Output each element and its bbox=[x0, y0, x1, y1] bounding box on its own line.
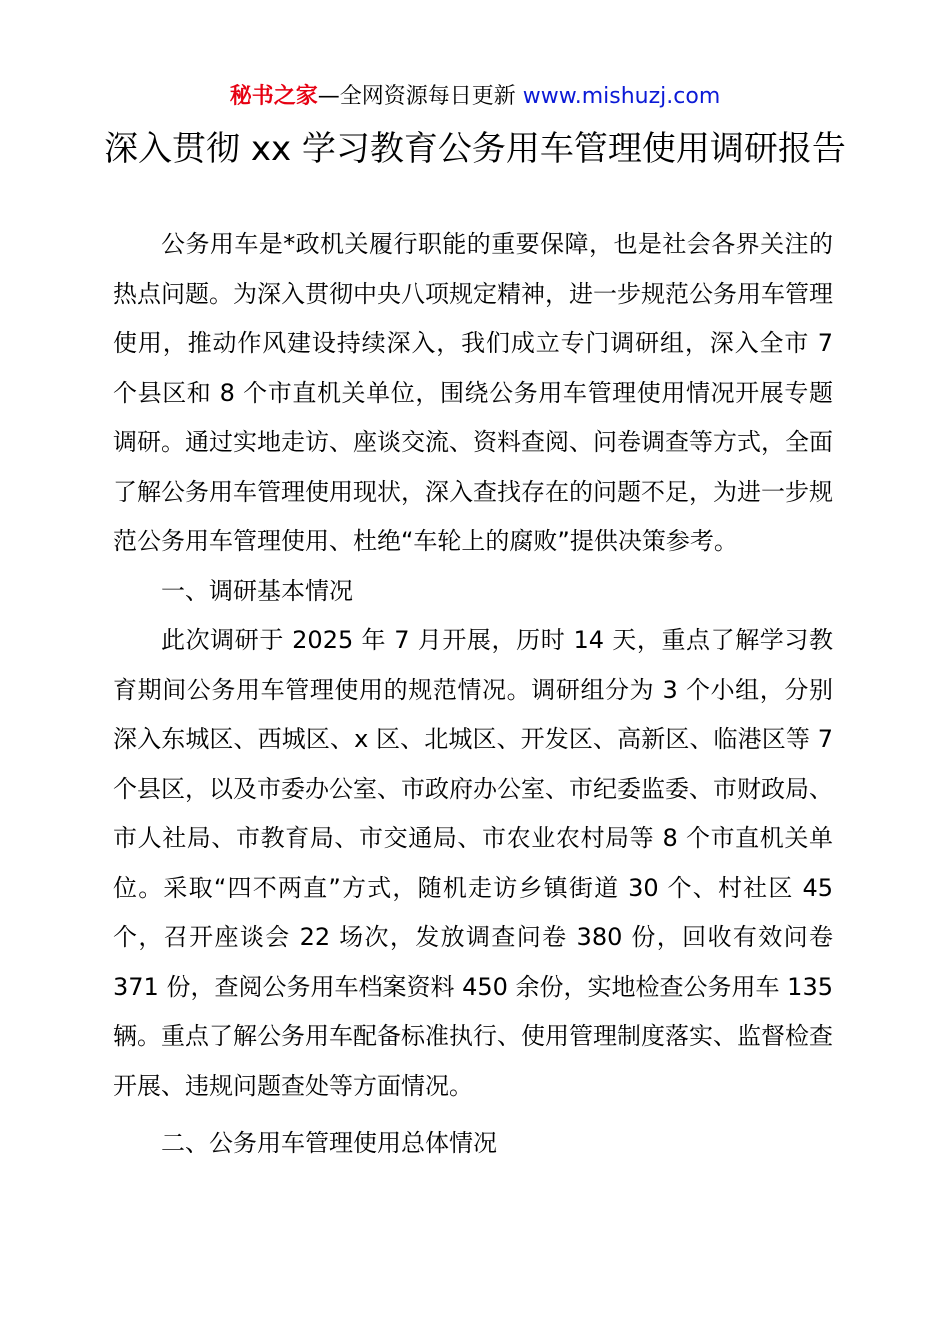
intro-paragraph: 公务用车是*政机关履行职能的重要保障，也是社会各界关注的热点问题。为深入贯彻中央八项规定精神，进一步规范公务用车管理使用，推动作风建设持续深入，我们成立专门调研组，深入全市 7 个县区和 8 个市直机关单位，围绕公务用车管理使用情况开展专题调研。通过实地走访、座谈交流、资料查阅、问卷调查等方式，全面了解公务用车管理使用现状，深入查找存在的问题不足，为进一步规范公务用车管理使用、杜绝“车轮上的腐败”提供决策参考。 bbox=[113, 230, 833, 555]
site-url-link[interactable]: www.mishuzj.com bbox=[522, 84, 721, 109]
section-heading-2: 二、公务用车管理使用总体情况 bbox=[161, 1129, 497, 1157]
site-header bbox=[0, 82, 950, 112]
section-heading-1: 一、调研基本情况 bbox=[161, 576, 353, 605]
document-body bbox=[113, 220, 833, 1169]
document-title: 深入贯彻 xx 学习教育公务用车管理使用调研报告 bbox=[104, 129, 846, 169]
header-tagline: —全网资源每日更新 bbox=[317, 84, 523, 109]
brand-name: 秘书之家 bbox=[229, 84, 318, 109]
section-1-paragraph: 此次调研于 2025 年 7 月开展，历时 14 天，重点了解学习教育期间公务用车管理使用的规范情况。调研组分为 3 个小组，分别深入东城区、西城区、x 区、北城区、开发区、高新区、临港区等 7 个县区，以及市委办公室、市政府办公室、市纪委监委、市财政局、市人社局、市教育局、市交通局、市农业农村局等 8 个市直机关单位。采取“四不两直”方式，随机走访乡镇街道 30 个、村社区 45 个，召开座谈会 22 场次，发放调查问卷 380 份，回收有效问卷 371 份，查阅公务用车档案资料 450 余份，实地检查公务用车 135 辆。重点了解公务用车配备标准执行、使用管理制度落实、监督检查开展、违规问题查处等方面情况。 bbox=[113, 626, 833, 1100]
